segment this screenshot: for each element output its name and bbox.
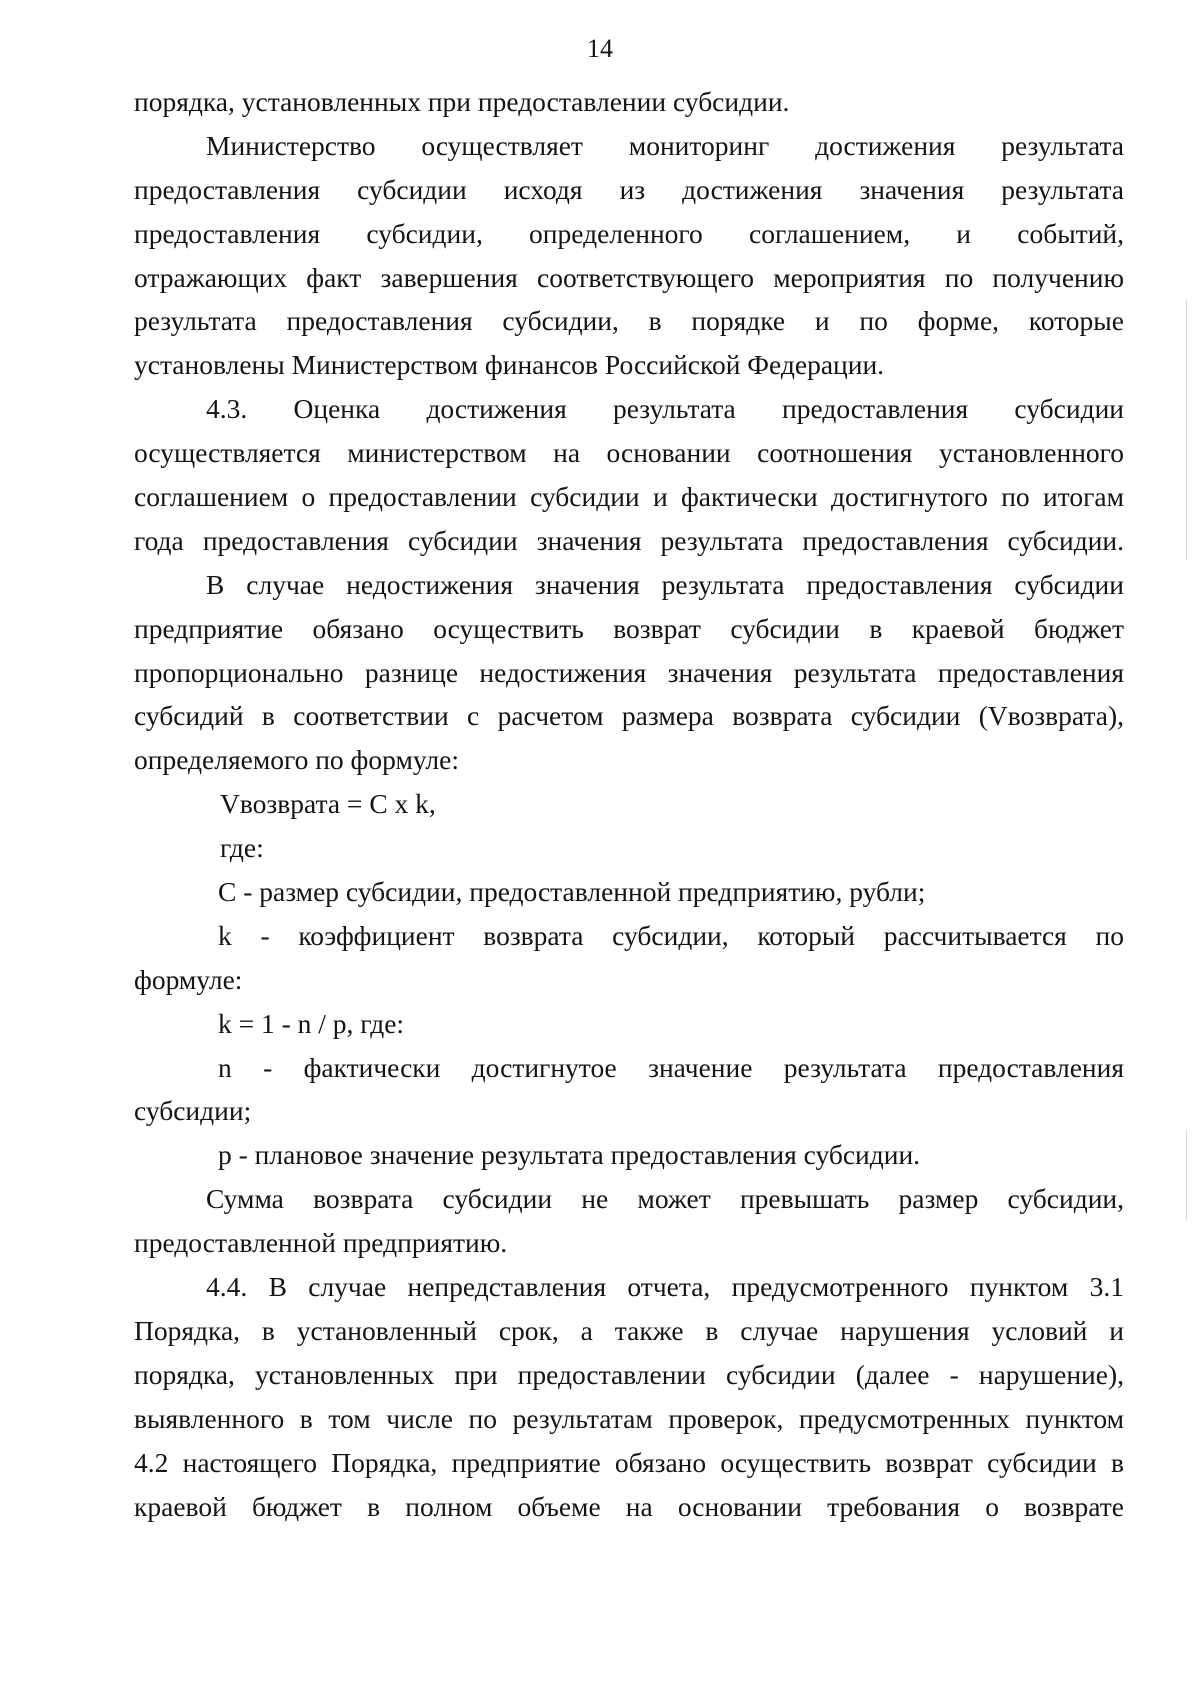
text-line: Министерство осуществляет мониторинг достижения результата xyxy=(206,129,1124,161)
text-line: года предоставления субсидии значения результата предоставления субсидии. xyxy=(134,524,1124,556)
formula-line: k = 1 - n / p, где: xyxy=(218,1007,405,1039)
text-line: 4.3. Оценка достижения результата предоставления субсидии xyxy=(206,393,1124,425)
definition-line: С - размер субсидии, предоставленной предприятию, рубли; xyxy=(218,876,926,908)
document-body xyxy=(134,80,1124,1528)
page-number: 14 xyxy=(587,34,613,63)
definition-line: p - плановое значение результата предоставления субсидии. xyxy=(218,1139,921,1171)
text-line: осуществляется министерством на основании соотношения установленного xyxy=(134,437,1124,469)
text-line: порядка, установленных при предоставлении субсидии (далее - нарушение), xyxy=(134,1358,1124,1390)
text-line: установлены Министерством финансов Российской Федерации. xyxy=(134,349,885,381)
text-line: субсидий в соответствии с расчетом размера возврата субсидии (Vвозврата), xyxy=(134,700,1124,732)
text-line: Сумма возврата субсидии не может превышать размер субсидии, xyxy=(206,1183,1124,1215)
text-line: предоставления субсидии, определенного соглашением, и событий, xyxy=(134,217,1124,249)
text-line: результата предоставления субсидии, в порядке и по форме, которые xyxy=(134,305,1124,337)
scan-margin-mark xyxy=(1186,1130,1187,1220)
text-line: предоставления субсидии исходя из достижения значения результата xyxy=(134,173,1124,205)
text-line: краевой бюджет в полном объеме на основании требования о возврате xyxy=(134,1490,1124,1522)
text-line: соглашением о предоставлении субсидии и фактически достигнутого по итогам xyxy=(134,481,1124,513)
text-line: 4.4. В случае непредставления отчета, предусмотренного пунктом 3.1 xyxy=(206,1271,1124,1303)
text-line: 4.2 настоящего Порядка, предприятие обязано осуществить возврат субсидии в xyxy=(134,1446,1124,1478)
text-line: пропорционально разнице недостижения значения результата предоставления xyxy=(134,656,1124,688)
text-line: субсидии; xyxy=(134,1095,252,1127)
text-line: формуле: xyxy=(134,963,243,995)
text-line: В случае недостижения значения результата предоставления субсидии xyxy=(206,568,1124,600)
text-line: определяемого по формуле: xyxy=(134,744,459,776)
text-line: отражающих факт завершения соответствующего мероприятия по получению xyxy=(134,261,1124,293)
definition-line: k - коэффициент возврата субсидии, который рассчитывается по xyxy=(218,919,1124,951)
text-line: порядка, установленных при предоставлении субсидии. xyxy=(134,86,790,117)
text-line: Порядка, в установленный срок, а также в случае нарушения условий и xyxy=(134,1314,1124,1346)
text-line: предоставленной предприятию. xyxy=(134,1227,508,1259)
text-line: где: xyxy=(220,832,264,864)
scan-margin-mark xyxy=(1186,300,1187,560)
formula-line: Vвозврата = C x k, xyxy=(220,788,436,820)
text-line: выявленного в том числе по результатам проверок, предусмотренных пунктом xyxy=(134,1402,1124,1434)
definition-line: n - фактически достигнутое значение результата предоставления xyxy=(218,1051,1124,1083)
text-line: предприятие обязано осуществить возврат субсидии в краевой бюджет xyxy=(134,612,1124,644)
